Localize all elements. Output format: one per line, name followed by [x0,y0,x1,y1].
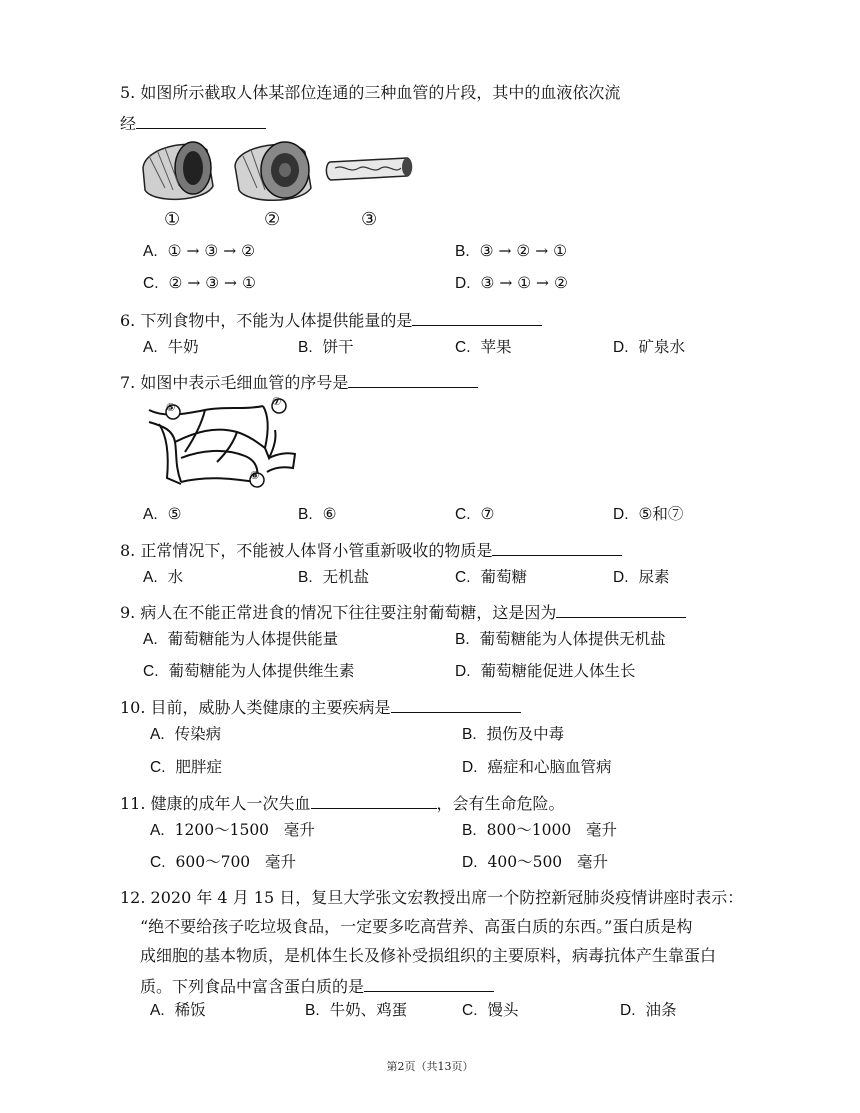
question-12-line2: “绝不要给孩子吃垃圾食品，一定要多吃高营养、高蛋白质的东西。”蛋白质是构 [140,917,693,936]
capillary-label-5: ⑤ [166,401,176,414]
q7-option-d[interactable]: D. ⑤和⑦ [613,505,684,523]
question-12-line4: 质。下列食品中富含蛋白质的是 [140,973,494,998]
question-12-line1: 12. 2020 年 4 月 15 日，复旦大学张文宏教授出席一个防控新冠肺炎疫情讲座时表示： [120,888,744,907]
q11-option-b[interactable]: B. 800～1000 毫升 [462,821,617,839]
q9-option-c[interactable]: C. 葡萄糖能为人体提供维生素 [143,662,355,680]
q9-option-d[interactable]: D. 葡萄糖能促进人体生长 [455,662,636,680]
q7-option-b[interactable]: B. ⑥ [298,505,337,523]
q8-option-b[interactable]: B. 无机盐 [298,568,370,586]
question-9-text: 9. 病人在不能正常进食的情况下往往要注射葡萄糖，这是因为 [120,599,686,624]
q6-option-a[interactable]: A. 牛奶 [143,338,199,356]
q10-option-c[interactable]: C. 肥胖症 [150,758,223,776]
answer-blank[interactable] [364,973,494,992]
q5-option-c[interactable]: C. ② → ③ → ① [143,274,256,292]
q11-option-d[interactable]: D. 400～500 毫升 [462,853,608,871]
answer-blank[interactable] [412,307,542,326]
answer-blank[interactable] [136,110,266,129]
capillary-label-8: ⑧ [250,469,260,482]
q8-option-a[interactable]: A. 水 [143,568,184,586]
question-12-line3: 成细胞的基本物质，是机体生长及修补受损组织的主要原料，病毒抗体产生靠蛋白 [140,946,717,965]
answer-blank[interactable] [391,694,521,713]
answer-blank[interactable] [311,790,437,809]
q6-option-d[interactable]: D. 矿泉水 [613,338,686,356]
vessel-label-3: ③ [361,209,378,230]
q10-option-b[interactable]: B. 损伤及中毒 [462,725,565,743]
q5-option-a[interactable]: A. ① → ③ → ② [143,242,256,260]
answer-blank[interactable] [348,369,478,388]
vessel-label-1: ① [164,209,181,230]
q12-option-d[interactable]: D. 油条 [620,1001,677,1019]
q7-option-c[interactable]: C. ⑦ [455,505,495,523]
q6-option-c[interactable]: C. 苹果 [455,338,512,356]
q11-option-c[interactable]: C. 600～700 毫升 [150,853,296,871]
q5-option-d[interactable]: D. ③ → ① → ② [455,274,568,292]
question-7-text: 7. 如图中表示毛细血管的序号是 [120,369,478,394]
vessel-2-icon [235,142,311,200]
q12-option-a[interactable]: A. 稀饭 [150,1001,206,1019]
answer-blank[interactable] [492,537,622,556]
q9-option-a[interactable]: A. 葡萄糖能为人体提供能量 [143,630,339,648]
q7-option-a[interactable]: A. ⑤ [143,505,182,523]
question-5-text: 5. 如图所示截取人体某部位连通的三种血管的片段，其中的血液依次流 [120,83,621,102]
q10-option-a[interactable]: A. 传染病 [150,725,222,743]
question-8-text: 8. 正常情况下，不能被人体肾小管重新吸收的物质是 [120,537,622,562]
question-11-text: 11. 健康的成年人一次失血 ，会有生命危险。 [120,790,565,815]
q10-option-d[interactable]: D. 癌症和心脑血管病 [462,758,612,776]
q9-option-b[interactable]: B. 葡萄糖能为人体提供无机盐 [455,630,666,648]
capillary-label-7: ⑦ [272,395,282,408]
q8-option-d[interactable]: D. 尿素 [613,568,670,586]
question-6-text: 6. 下列食物中，不能为人体提供能量的是 [120,307,542,332]
question-5-text-line2: 经 [120,110,266,135]
q6-option-b[interactable]: B. 饼干 [298,338,354,356]
q12-option-b[interactable]: B. 牛奶、鸡蛋 [305,1001,408,1019]
vessel-3-icon [326,158,412,180]
page-footer: 第2页（共13页） [386,1060,474,1073]
question-10-text: 10. 目前，威胁人类健康的主要疾病是 [120,694,521,719]
vessel-1-icon [143,142,213,199]
q12-option-c[interactable]: C. 馒头 [462,1001,519,1019]
vessel-label-2: ② [264,209,281,230]
q5-option-b[interactable]: B. ③ → ② → ① [455,242,568,260]
q11-option-a[interactable]: A. 1200～1500 毫升 [150,821,315,839]
q8-option-c[interactable]: C. 葡萄糖 [455,568,528,586]
answer-blank[interactable] [556,599,686,618]
